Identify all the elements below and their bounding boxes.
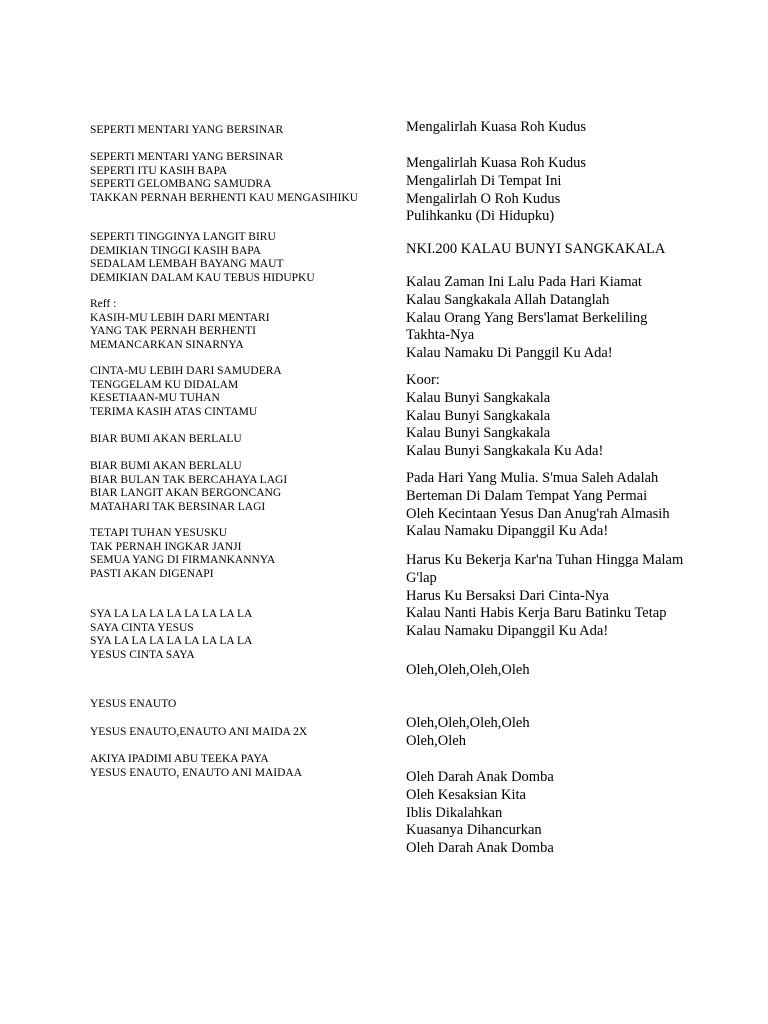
- verse-block: [90, 460, 390, 514]
- koor-block: [406, 372, 696, 461]
- lyric-line: Mengalirlah Kuasa Roh Kudus: [406, 155, 587, 171]
- song-title: NKI.200 KALAU BUNYI SANGKAKALA: [406, 241, 666, 257]
- lyric-line: Kalau Bunyi Sangkakala: [406, 407, 551, 424]
- lyric-line: BIAR LANGIT AKAN BERGONCANG: [90, 487, 282, 499]
- lyric-line: SAYA CINTA YESUS: [90, 621, 194, 634]
- verse-block: [406, 715, 696, 751]
- lyric-line: Mengalirlah O Roh Kudus: [406, 190, 561, 207]
- lyric-line: BIAR BUMI AKAN BERLALU: [90, 460, 242, 472]
- lyric-line: Iblis Dikalahkan: [406, 804, 503, 821]
- song-title: BIAR BUMI AKAN BERLALU: [90, 433, 242, 445]
- lyric-line: YESUS CINTA SAYA: [90, 648, 195, 661]
- lyric-line: SEPERTI TINGGINYA LANGIT BIRU: [90, 231, 276, 243]
- koor-label: Koor:: [406, 372, 440, 388]
- lyric-line: Kalau Orang Yang Bers'lamat Berkeliling: [406, 309, 648, 326]
- lyric-line: DEMIKIAN TINGGI KASIH BAPA: [90, 244, 261, 257]
- song-title-sangkakala: [406, 241, 696, 259]
- lyric-line: Kalau Namaku Dipanggil Ku Ada!: [406, 523, 609, 540]
- lyric-line: Kalau Bunyi Sangkakala Ku Ada!: [406, 443, 604, 460]
- lyric-line: TAKKAN PERNAH BERHENTI KAU MENGASIHIKU: [90, 191, 359, 204]
- verse-block: [406, 662, 696, 680]
- lyric-line: Kalau Nanti Habis Kerja Baru Batinku Tetap: [406, 605, 667, 622]
- song-title-seperti-mentari: [90, 124, 390, 138]
- verse-block: [90, 726, 390, 740]
- lyric-line: Oleh Kecintaan Yesus Dan Anug'rah Almasih: [406, 505, 670, 522]
- lyric-line: MEMANCARKAN SINARNYA: [90, 338, 244, 351]
- lyric-line: SEMUA YANG DI FIRMANKANNYA: [90, 554, 276, 566]
- verse-block: [406, 274, 696, 363]
- lyric-line: Kalau Sangkakala Allah Datanglah: [406, 291, 610, 308]
- lyric-line: Kalau Zaman Ini Lalu Pada Hari Kiamat: [406, 274, 642, 290]
- lyric-line: PASTI AKAN DIGENAPI: [90, 567, 214, 580]
- lyric-line: Kuasanya Dihancurkan: [406, 822, 542, 839]
- lyric-line: TAK PERNAH INGKAR JANJI: [90, 540, 242, 553]
- verse-block: [406, 769, 696, 858]
- song-title: YESUS ENAUTO: [90, 698, 177, 710]
- lyric-line: G'lap: [406, 569, 437, 586]
- lyric-line: SEPERTI MENTARI YANG BERSINAR: [90, 151, 284, 163]
- verse-block: [406, 470, 696, 541]
- lyric-line: SEPERTI GELOMBANG SAMUDRA: [90, 178, 272, 190]
- lyric-line: BIAR BULAN TAK BERCAHAYA LAGI: [90, 473, 288, 486]
- lyric-line: Oleh Darah Anak Domba: [406, 769, 554, 785]
- lyric-line: TETAPI TUHAN YESUSKU: [90, 527, 228, 539]
- lyric-line: Oleh Kesaksian Kita: [406, 786, 526, 803]
- lyric-line: SEPERTI ITU KASIH BAPA: [90, 164, 228, 177]
- lyric-line: SYA LA LA LA LA LA LA LA LA: [90, 635, 253, 647]
- lyric-line: Mengalirlah Di Tempat Ini: [406, 172, 562, 189]
- lyric-line: Kalau Namaku Di Panggil Ku Ada!: [406, 345, 613, 362]
- lyric-line: YESUS ENAUTO, ENAUTO ANI MAIDAA: [90, 766, 303, 779]
- lyric-line: AKIYA IPADIMI ABU TEEKA PAYA: [90, 753, 269, 765]
- verse-block: [90, 231, 390, 285]
- lyric-line: Takhta-Nya: [406, 327, 475, 344]
- lyric-line: Berteman Di Dalam Tempat Yang Permai: [406, 487, 648, 504]
- lyric-line: KASIH-MU LEBIH DARI MENTARI: [90, 311, 270, 324]
- lyric-line: MATAHARI TAK BERSINAR LAGI: [90, 500, 266, 513]
- verse-block: [90, 608, 390, 662]
- lyric-line: YESUS ENAUTO,ENAUTO ANI MAIDA 2X: [90, 726, 308, 738]
- lyric-line: Oleh,Oleh: [406, 732, 466, 749]
- lyric-line: Harus Ku Bekerja Kar'na Tuhan Hingga Malam: [406, 552, 684, 568]
- verse-block: [90, 527, 390, 581]
- lyric-line: Kalau Bunyi Sangkakala: [406, 425, 551, 442]
- reff-label: Reff :: [90, 298, 117, 310]
- verse-block: [406, 155, 696, 226]
- lyric-line: TENGGELAM KU DIDALAM: [90, 378, 239, 391]
- song-title-mengalirlah: [406, 119, 696, 137]
- lyric-line: KESETIAAN-MU TUHAN: [90, 392, 220, 404]
- lyric-line: TERIMA KASIH ATAS CINTAMU: [90, 405, 258, 418]
- song-title-yesus-enauto: [90, 698, 390, 712]
- song-title: Mengalirlah Kuasa Roh Kudus: [406, 119, 587, 135]
- song-title-biar-bumi: [90, 433, 390, 447]
- verse-block: [406, 552, 696, 641]
- verse-block: [90, 753, 390, 780]
- verse-block: [90, 151, 390, 205]
- lyric-line: DEMIKIAN DALAM KAU TEBUS HIDUPKU: [90, 271, 315, 284]
- lyric-line: Pada Hari Yang Mulia. S'mua Saleh Adalah: [406, 470, 659, 486]
- lyric-line: Kalau Namaku Dipanggil Ku Ada!: [406, 623, 609, 640]
- lyric-line: Harus Ku Bersaksi Dari Cinta-Nya: [406, 587, 609, 604]
- lyric-line: SYA LA LA LA LA LA LA LA LA: [90, 608, 253, 620]
- lyric-line: SEDALAM LEMBAH BAYANG MAUT: [90, 258, 284, 270]
- lyric-line: Oleh,Oleh,Oleh,Oleh: [406, 662, 530, 678]
- lyric-line: Kalau Bunyi Sangkakala: [406, 389, 551, 406]
- reff-block: [90, 298, 390, 352]
- lyric-line: YANG TAK PERNAH BERHENTI: [90, 325, 256, 337]
- lyric-line: Oleh Darah Anak Domba: [406, 840, 554, 857]
- verse-block: [90, 365, 390, 419]
- lyric-line: Pulihkanku (Di Hidupku): [406, 208, 555, 225]
- lyric-line: CINTA-MU LEBIH DARI SAMUDERA: [90, 365, 282, 377]
- song-title: SEPERTI MENTARI YANG BERSINAR: [90, 124, 284, 136]
- lyric-line: Oleh,Oleh,Oleh,Oleh: [406, 715, 530, 731]
